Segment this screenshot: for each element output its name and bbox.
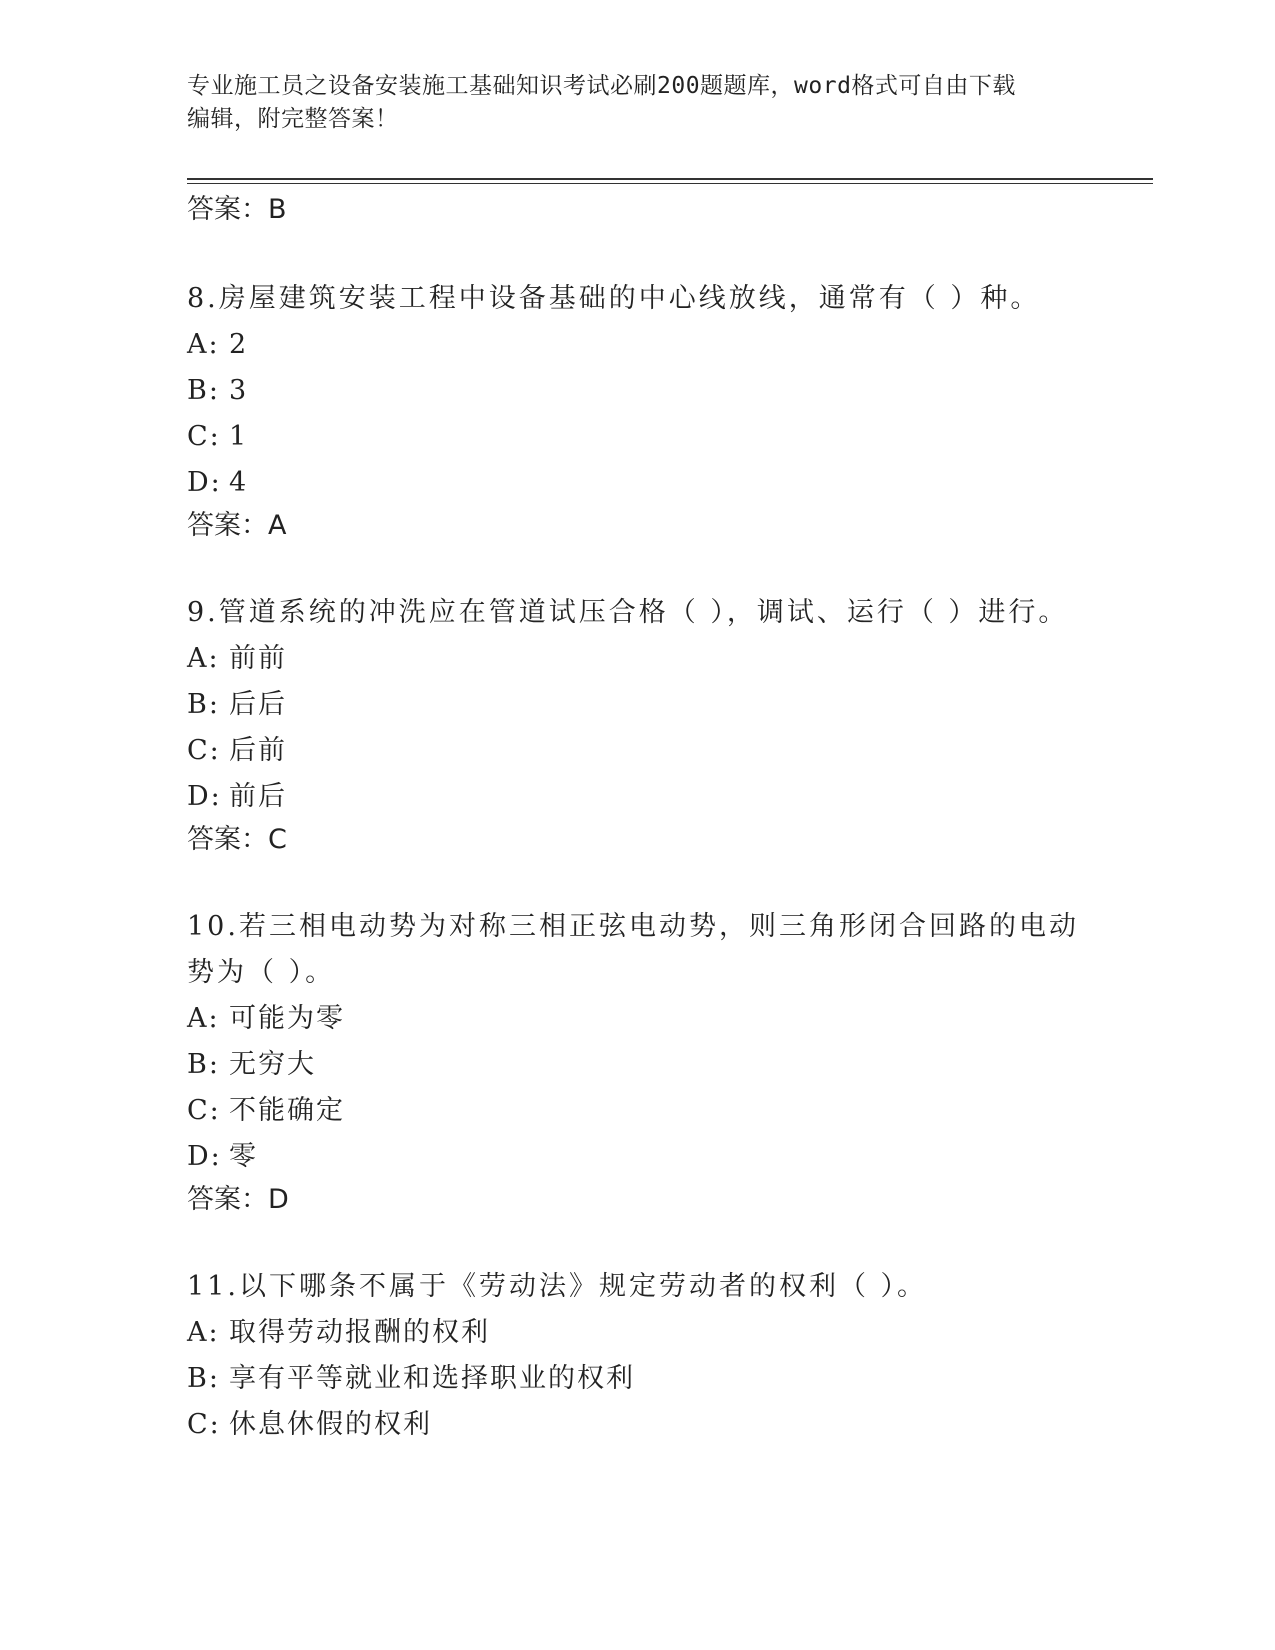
option-c bbox=[187, 414, 1087, 460]
option-text: 3 bbox=[229, 375, 249, 406]
option-text: 前前 bbox=[229, 643, 287, 674]
option-text: 4 bbox=[229, 467, 249, 498]
option-letter: A: bbox=[187, 1317, 220, 1348]
option-letter: C: bbox=[187, 1095, 221, 1126]
option-c bbox=[187, 1088, 1087, 1134]
header-line-2: 编辑，附完整答案！ bbox=[187, 106, 399, 132]
option-text: 休息休假的权利 bbox=[229, 1409, 432, 1440]
option-text: 后后 bbox=[229, 689, 287, 720]
option-letter: A: bbox=[187, 329, 220, 360]
option-c bbox=[187, 728, 1087, 774]
answer-line: 答案：D bbox=[187, 1184, 289, 1215]
option-letter: B: bbox=[187, 375, 220, 406]
question-block-11 bbox=[187, 1264, 1087, 1448]
question-text: 9.管道系统的冲洗应在管道试压合格（ ），调试、运行（ ）进行。 bbox=[187, 597, 1069, 628]
question-text: 8.房屋建筑安装工程中设备基础的中心线放线，通常有（ ）种。 bbox=[187, 283, 1041, 314]
option-text: 取得劳动报酬的权利 bbox=[229, 1317, 490, 1348]
option-letter: A: bbox=[187, 1003, 220, 1034]
option-b bbox=[187, 1042, 1087, 1088]
option-d bbox=[187, 1134, 1087, 1180]
option-letter: D: bbox=[187, 781, 222, 812]
option-text: 享有平等就业和选择职业的权利 bbox=[229, 1363, 635, 1394]
option-a bbox=[187, 636, 1087, 682]
header-divider-thick bbox=[187, 178, 1153, 180]
answer-line: 答案：B bbox=[187, 194, 287, 225]
question-text: 11.以下哪条不属于《劳动法》规定劳动者的权利（ ）。 bbox=[187, 1271, 928, 1302]
option-letter: B: bbox=[187, 689, 220, 720]
option-b bbox=[187, 1356, 1087, 1402]
option-letter: C: bbox=[187, 1409, 221, 1440]
option-text: 零 bbox=[229, 1141, 258, 1172]
option-text: 无穷大 bbox=[229, 1049, 316, 1080]
option-c bbox=[187, 1402, 1087, 1448]
header-line-1: 专业施工员之设备安装施工基础知识考试必刷200题题库，word格式可自由下载 bbox=[187, 73, 1016, 99]
header-divider-thin bbox=[187, 183, 1153, 184]
option-letter: B: bbox=[187, 1049, 220, 1080]
answer-line: 答案：A bbox=[187, 510, 287, 541]
option-letter: C: bbox=[187, 735, 221, 766]
option-d bbox=[187, 460, 1087, 506]
question-block-9 bbox=[187, 590, 1087, 860]
question-block-8 bbox=[187, 276, 1087, 546]
option-text: 后前 bbox=[229, 735, 287, 766]
option-letter: B: bbox=[187, 1363, 220, 1394]
option-text: 不能确定 bbox=[229, 1095, 345, 1126]
option-text: 1 bbox=[229, 421, 249, 452]
option-text: 2 bbox=[229, 329, 249, 360]
option-letter: A: bbox=[187, 643, 220, 674]
option-letter: D: bbox=[187, 467, 222, 498]
option-b bbox=[187, 368, 1087, 414]
option-a bbox=[187, 1310, 1087, 1356]
question-block-10 bbox=[187, 904, 1087, 1220]
option-letter: D: bbox=[187, 1141, 222, 1172]
option-a bbox=[187, 322, 1087, 368]
answer-line: 答案：C bbox=[187, 824, 287, 855]
question-text: 10.若三相电动势为对称三相正弦电动势，则三角形闭合回路的电动势为（ ）。 bbox=[187, 911, 1079, 988]
option-text: 前后 bbox=[229, 781, 287, 812]
option-letter: C: bbox=[187, 421, 221, 452]
option-a bbox=[187, 996, 1087, 1042]
option-b bbox=[187, 682, 1087, 728]
document-header bbox=[187, 70, 1087, 136]
option-text: 可能为零 bbox=[229, 1003, 345, 1034]
option-d bbox=[187, 774, 1087, 820]
question-content bbox=[187, 190, 1087, 1492]
